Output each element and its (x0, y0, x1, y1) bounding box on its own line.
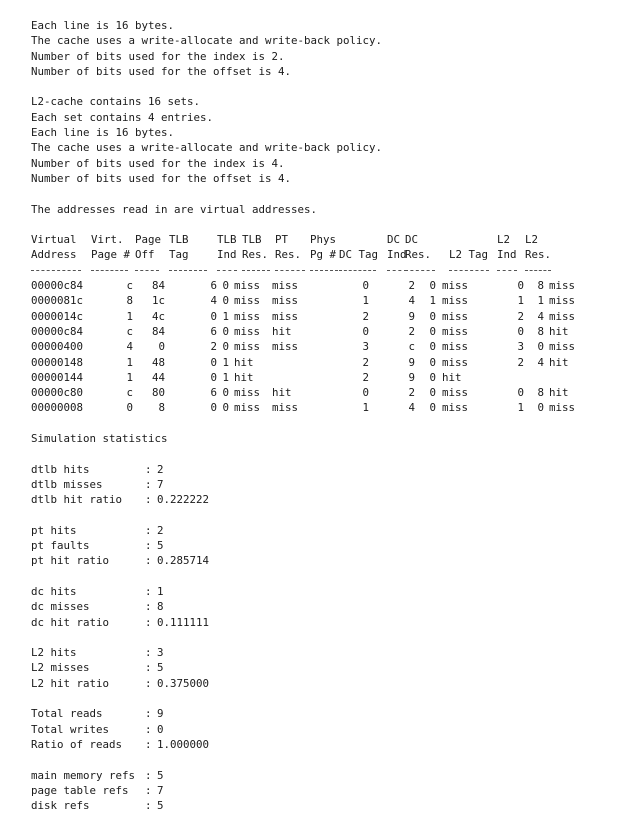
header-divider-dash (310, 270, 338, 271)
statistic-value: 0.285714 (157, 554, 210, 568)
table-cell: 0 (362, 386, 369, 400)
table-cell: c (126, 324, 133, 338)
header-divider-dash (217, 270, 237, 271)
statistics-list (31, 462, 382, 814)
table-cell: 0 (210, 370, 217, 384)
statistic-row (31, 553, 382, 568)
table-header-cell: TLB (242, 233, 262, 247)
table-cell: miss (442, 355, 469, 369)
table-cell: 44 (151, 370, 165, 384)
table-cell: 1 (222, 355, 229, 369)
table-cell: 9 (408, 370, 415, 384)
l2-entries-text: Each set contains 4 entries. (31, 110, 214, 124)
table-cell: miss (549, 309, 576, 323)
table-cell: 2 (362, 355, 369, 369)
statistic-value: 1.000000 (157, 737, 210, 751)
statistic-value: 5 (157, 661, 164, 675)
table-row (31, 400, 576, 415)
table-cell: 9 (408, 355, 415, 369)
table-cell: 0 (537, 340, 544, 354)
table-cell: 6 (210, 386, 217, 400)
statistic-label: L2 hits (31, 646, 77, 660)
statistic-row (31, 737, 382, 752)
table-cell: 00000400 (31, 340, 84, 354)
table-cell: 0 (362, 279, 369, 293)
table-cell: miss (234, 294, 261, 308)
table-header-cell: L2 Tag (449, 248, 489, 262)
table-cell: 1 (517, 401, 524, 415)
table-cell: miss (549, 340, 576, 354)
table-row (31, 355, 569, 370)
table-cell: 0 (429, 340, 436, 354)
statistic-separator: : (145, 584, 152, 598)
table-cell: 1 (222, 370, 229, 384)
statistic-value: 5 (157, 539, 164, 553)
statistic-label: main memory refs (31, 768, 136, 782)
table-row (31, 309, 576, 324)
table-cell: hit (272, 324, 292, 338)
table-cell: 48 (151, 355, 165, 369)
l2-cache-policy-text: The cache uses a write-allocate and write-back policy. (31, 141, 383, 155)
table-header-cell: Pg # (310, 248, 337, 262)
table-cell: 0 (210, 309, 217, 323)
statistic-separator: : (145, 661, 152, 675)
table-cell: miss (234, 340, 261, 354)
l2-offset-bits-text: Number of bits used for the offset is 4. (31, 171, 292, 185)
table-cell: 1 (222, 309, 229, 323)
header-divider-dash (135, 270, 159, 271)
header-divider-dash (387, 270, 407, 271)
table-cell: 0 (126, 401, 133, 415)
header-divider-dash (31, 270, 81, 271)
statistic-row (31, 538, 382, 553)
statistic-separator: : (145, 600, 152, 614)
table-cell: hit (234, 370, 254, 384)
table-cell: 2 (408, 386, 415, 400)
statistic-row (31, 722, 382, 737)
statistic-separator: : (145, 799, 152, 813)
results-table (31, 232, 576, 416)
table-cell: 1 (126, 355, 133, 369)
table-cell: 8 (537, 386, 544, 400)
statistic-separator: : (145, 737, 152, 751)
header-divider-dash (525, 270, 551, 271)
table-cell: 3 (517, 340, 524, 354)
statistic-value: 0.375000 (157, 676, 210, 690)
table-header-cell: DC (405, 233, 419, 247)
table-row (31, 278, 576, 293)
table-cell: 8 (158, 401, 165, 415)
statistic-value: 5 (157, 799, 164, 813)
table-cell: 0000014c (31, 309, 84, 323)
table-cell: 0 (429, 355, 436, 369)
table-header-cell: Address (31, 248, 77, 262)
table-cell: 00000c80 (31, 386, 84, 400)
table-header-row-2 (31, 247, 552, 262)
statistic-separator: : (145, 783, 152, 797)
table-cell: 0 (222, 386, 229, 400)
statistic-label: Total writes (31, 722, 110, 736)
statistic-label: disk refs (31, 799, 90, 813)
table-cell: 8 (126, 294, 133, 308)
table-cell: miss (549, 294, 576, 308)
table-header-cell: PT (275, 233, 289, 247)
table-cell: miss (234, 324, 261, 338)
table-cell: 4 (210, 294, 217, 308)
table-header-cell: DC Tag (339, 248, 379, 262)
statistic-separator: : (145, 646, 152, 660)
statistic-separator: : (145, 477, 152, 491)
table-cell: 00000144 (31, 370, 84, 384)
table-cell: miss (272, 309, 299, 323)
table-cell: 0 (222, 340, 229, 354)
statistic-label: dc hits (31, 584, 77, 598)
table-header-cell: Res. (405, 248, 432, 262)
simulation-statistics-title: Simulation statistics (31, 432, 168, 446)
table-header-cell: Res. (242, 248, 269, 262)
table-header-cell: L2 (497, 233, 511, 247)
simulation-output (31, 18, 576, 813)
table-cell: c (126, 279, 133, 293)
statistic-row (31, 645, 382, 660)
statistic-value: 7 (157, 783, 164, 797)
statistic-value: 0 (157, 722, 164, 736)
table-cell: miss (234, 279, 261, 293)
statistic-separator: : (145, 722, 152, 736)
table-cell: 4 (537, 355, 544, 369)
header-divider-dash (449, 270, 489, 271)
statistic-separator: : (145, 768, 152, 782)
table-cell: 0000081c (31, 294, 84, 308)
statistic-separator: : (145, 554, 152, 568)
statistic-separator: : (145, 707, 152, 721)
statistic-row (31, 798, 382, 813)
statistic-row (31, 492, 382, 507)
statistic-row (31, 783, 382, 798)
statistic-value: 3 (157, 646, 164, 660)
table-cell: 0 (222, 294, 229, 308)
header-divider-dash (497, 270, 517, 271)
statistic-row (31, 477, 382, 492)
statistic-value: 0.222222 (157, 493, 210, 507)
table-header-cell: Ind (217, 248, 237, 262)
statistic-separator: : (145, 493, 152, 507)
table-cell: 00000c84 (31, 324, 84, 338)
table-cell: 0 (210, 401, 217, 415)
table-cell: 0 (429, 370, 436, 384)
table-cell: hit (549, 324, 569, 338)
table-cell: 84 (151, 324, 165, 338)
table-cell: miss (442, 340, 469, 354)
statistic-separator: : (145, 539, 152, 553)
table-header-cell: Page # (91, 248, 131, 262)
table-cell: 8 (537, 324, 544, 338)
table-cell: 0 (517, 279, 524, 293)
table-cell: 0 (222, 401, 229, 415)
statistic-value: 2 (157, 462, 164, 476)
index-bits-text: Number of bits used for the index is 2. (31, 49, 285, 63)
table-cell: miss (442, 279, 469, 293)
table-cell: 1 (537, 294, 544, 308)
table-cell: 4 (537, 309, 544, 323)
statistic-label: Ratio of reads (31, 737, 123, 751)
table-cell: 00000c84 (31, 279, 84, 293)
table-cell: 0 (429, 401, 436, 415)
table-cell: 2 (362, 370, 369, 384)
table-cell: 0 (429, 386, 436, 400)
statistic-label: L2 hit ratio (31, 676, 110, 690)
table-cell: c (408, 340, 415, 354)
statistic-row (31, 584, 382, 599)
table-cell: 0 (537, 401, 544, 415)
table-row (31, 385, 569, 400)
table-header-divider (31, 263, 382, 278)
table-cell: 1 (362, 294, 369, 308)
table-cell: 1 (429, 294, 436, 308)
table-header-cell: DC (387, 233, 401, 247)
table-header-cell: L2 (525, 233, 539, 247)
table-body (31, 278, 576, 416)
table-cell: miss (442, 386, 469, 400)
statistic-row (31, 462, 382, 477)
table-cell: 8 (537, 279, 544, 293)
statistic-label: L2 misses (31, 661, 90, 675)
table-cell: 0 (517, 324, 524, 338)
table-cell: 1c (151, 294, 165, 308)
statistic-value: 2 (157, 523, 164, 537)
statistic-row (31, 523, 382, 538)
table-cell: c (126, 386, 133, 400)
table-cell: 1 (126, 370, 133, 384)
statistic-label: pt hits (31, 523, 77, 537)
table-cell: hit (549, 355, 569, 369)
statistic-label: dtlb misses (31, 477, 103, 491)
statistic-row (31, 676, 382, 691)
table-cell: 9 (408, 309, 415, 323)
statistic-value: 8 (157, 600, 164, 614)
statistic-label: dc misses (31, 600, 90, 614)
table-cell: miss (549, 279, 576, 293)
table-cell: 4c (151, 309, 165, 323)
table-cell: 4 (126, 340, 133, 354)
table-cell: 1 (362, 401, 369, 415)
statistic-row (31, 768, 382, 783)
table-cell: miss (442, 294, 469, 308)
statistic-label: page table refs (31, 783, 129, 797)
cache-policy-text: The cache uses a write-allocate and write-back policy. (31, 34, 383, 48)
table-header-row-1 (31, 232, 539, 247)
table-header-cell: Ind (497, 248, 517, 262)
table-cell: 2 (517, 309, 524, 323)
table-row (31, 339, 576, 354)
table-cell: 4 (408, 401, 415, 415)
table-header-cell: TLB (217, 233, 237, 247)
statistic-label: dtlb hit ratio (31, 493, 123, 507)
table-cell: miss (272, 294, 299, 308)
table-cell: 0 (362, 324, 369, 338)
table-cell: 1 (517, 294, 524, 308)
header-divider-dash (169, 270, 207, 271)
table-cell: miss (272, 401, 299, 415)
table-cell: miss (234, 309, 261, 323)
table-cell: 6 (210, 324, 217, 338)
table-cell: miss (442, 324, 469, 338)
table-header-cell: Page (135, 233, 162, 247)
statistic-row (31, 706, 382, 721)
table-cell: miss (272, 279, 299, 293)
statistic-label: pt faults (31, 539, 90, 553)
statistic-separator: : (145, 462, 152, 476)
header-divider-dash (242, 270, 270, 271)
table-cell: 2 (210, 340, 217, 354)
offset-bits-text: Number of bits used for the offset is 4. (31, 64, 292, 78)
statistic-row (31, 599, 382, 614)
statistic-label: dtlb hits (31, 462, 90, 476)
table-cell: 2 (408, 324, 415, 338)
table-cell: 6 (210, 279, 217, 293)
table-header-cell: Ind (387, 248, 407, 262)
table-row (31, 370, 462, 385)
table-header-cell: TLB (169, 233, 189, 247)
statistic-value: 7 (157, 477, 164, 491)
header-divider-dash (91, 270, 128, 271)
table-row (31, 324, 569, 339)
statistic-label: Total reads (31, 707, 103, 721)
table-cell: 4 (408, 294, 415, 308)
l2-sets-text: L2-cache contains 16 sets. (31, 95, 201, 109)
table-header-cell: Res. (525, 248, 552, 262)
statistic-label: dc hit ratio (31, 615, 110, 629)
table-cell: miss (549, 401, 576, 415)
table-cell: 0 (222, 324, 229, 338)
table-cell: 0 (158, 340, 165, 354)
table-cell: hit (442, 370, 462, 384)
table-header-cell: Virt. (91, 233, 124, 247)
table-cell: 0 (429, 324, 436, 338)
table-row (31, 293, 576, 308)
line-bytes-text: Each line is 16 bytes. (31, 19, 175, 32)
table-cell: 80 (151, 386, 165, 400)
l2-line-bytes-text: Each line is 16 bytes. (31, 126, 175, 140)
address-note-text: The addresses read in are virtual addresses. (31, 202, 318, 216)
table-cell: hit (234, 355, 254, 369)
statistic-separator: : (145, 615, 152, 629)
statistic-value: 0.111111 (157, 615, 210, 629)
statistic-row (31, 615, 382, 630)
table-cell: 0 (210, 355, 217, 369)
statistic-separator: : (145, 676, 152, 690)
table-cell: 00000148 (31, 355, 84, 369)
table-cell: 2 (362, 309, 369, 323)
statistic-row (31, 660, 382, 675)
header-divider-dash (339, 270, 376, 271)
header-divider-dash (405, 270, 435, 271)
table-cell: 0 (222, 279, 229, 293)
header-divider-dash (275, 270, 305, 271)
table-header-cell: Res. (275, 248, 302, 262)
table-cell: miss (234, 386, 261, 400)
table-cell: miss (272, 340, 299, 354)
table-header-cell: Off (135, 248, 155, 262)
table-cell: hit (272, 386, 292, 400)
l2-index-bits-text: Number of bits used for the index is 4. (31, 156, 285, 170)
table-cell: miss (442, 309, 469, 323)
statistic-value: 5 (157, 768, 164, 782)
table-cell: 0 (517, 386, 524, 400)
statistic-separator: : (145, 523, 152, 537)
table-cell: 1 (126, 309, 133, 323)
statistic-value: 9 (157, 707, 164, 721)
table-header-cell: Tag (169, 248, 189, 262)
table-header-cell: Phys (310, 233, 337, 247)
table-header-cell: Virtual (31, 233, 77, 247)
table-cell: miss (234, 401, 261, 415)
statistic-label: pt hit ratio (31, 554, 110, 568)
table-cell: 2 (517, 355, 524, 369)
table-cell: 2 (408, 279, 415, 293)
table-cell: 3 (362, 340, 369, 354)
table-cell: 0 (429, 309, 436, 323)
table-cell: miss (442, 401, 469, 415)
table-cell: 00000008 (31, 401, 84, 415)
table-cell: 0 (429, 279, 436, 293)
table-cell: 84 (151, 279, 165, 293)
statistic-value: 1 (157, 584, 164, 598)
table-cell: hit (549, 386, 569, 400)
